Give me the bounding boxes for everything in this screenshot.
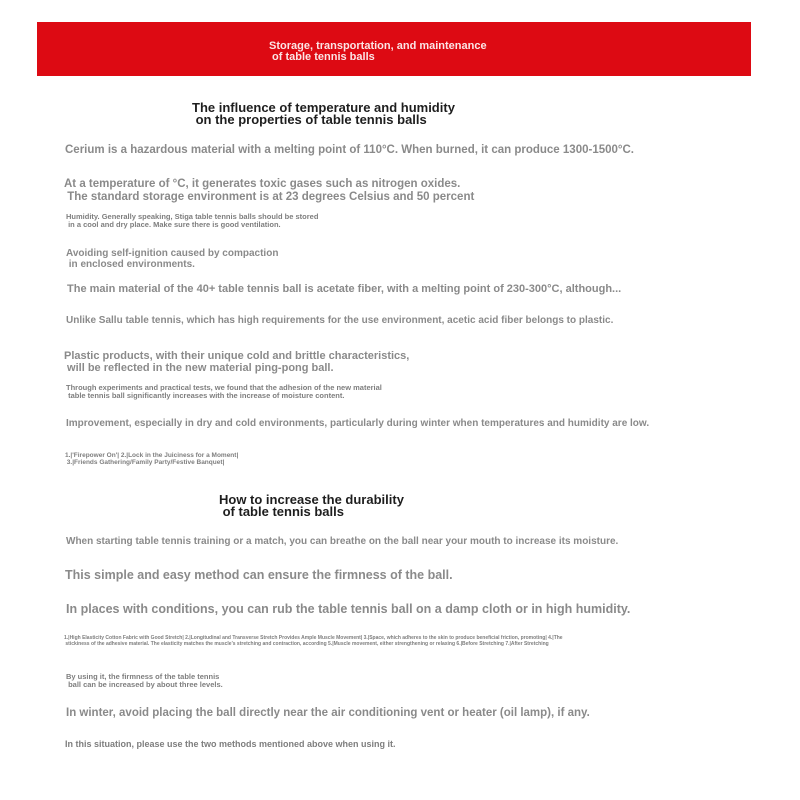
paragraph-experiments: Through experiments and practical tests, we found that the adhesion of the new material table tennis ball significantly increases with the increase of moisture content. [66, 383, 382, 401]
paragraph-damp-cloth: In places with conditions, you can rub the table tennis ball on a damp cloth or in high humidity. [66, 602, 631, 616]
section-heading-durability: How to increase the durability of table tennis balls [219, 492, 404, 519]
paragraph-self-ignition: Avoiding self-ignition caused by compaction in enclosed environments. [66, 248, 279, 270]
paragraph-temperature-toxic: At a temperature of °C, it generates toxic gases such as nitrogen oxides. The standard storage environment is at 23 degrees Celsius and 50 percent [64, 178, 475, 203]
paragraph-improvement: Improvement, especially in dry and cold environments, particularly during winter when temperatures and humidity are low. [66, 418, 650, 429]
paragraph-numbered-list-1: 1.|'Firepower On'| 2.|Lock in the Juiciness for a Moment| 3.|Friends Gathering/Family Party/Festive Banquet| [65, 452, 239, 466]
paragraph-firmness-levels: By using it, the firmness of the table tennis ball can be increased by about three levels. [66, 672, 223, 690]
paragraph-cerium: Cerium is a hazardous material with a melting point of 110°C. When burned, it can produce 1300-1500°C. [65, 144, 634, 156]
paragraph-humidity-storage: Humidity. Generally speaking, Stiga table tennis balls should be stored in a cool and dry place. Make sure there is good ventilation. [66, 212, 319, 230]
section-heading-temperature-humidity: The influence of temperature and humidity on the properties of table tennis balls [192, 100, 455, 127]
banner-title: Storage, transportation, and maintenance of table tennis balls [269, 40, 487, 63]
header-banner [37, 22, 751, 76]
paragraph-simple-method: This simple and easy method can ensure the firmness of the ball. [65, 568, 453, 582]
paragraph-winter: In winter, avoid placing the ball directly near the air conditioning vent or heater (oil lamp), if any. [66, 707, 590, 719]
paragraph-sallu: Unlike Sallu table tennis, which has high requirements for the use environment, acetic acid fiber belongs to plastic. [66, 315, 614, 326]
paragraph-two-methods: In this situation, please use the two methods mentioned above when using it. [65, 739, 396, 749]
paragraph-acetate-fiber: The main material of the 40+ table tennis ball is acetate fiber, with a melting point of 230-300°C, although... [67, 283, 622, 295]
paragraph-plastic-products: Plastic products, with their unique cold and brittle characteristics, will be reflected in the new material ping-pong ball. [64, 350, 410, 375]
paragraph-breathe-on-ball: When starting table tennis training or a match, you can breathe on the ball near your mouth to increase its moisture. [66, 536, 619, 547]
paragraph-numbered-list-2: 1.|High Elasticity Cotton Fabric with Good Stretch| 2.|Longitudinal and Transverse Stretch Provides Ample Muscle Movement| 3.|Space, which adheres to the skin to produce beneficial friction, promoting| 4.|The stickiness of the adhesive material. The elasticity matches the muscle's stretching and contraction, according 5.|Muscle movement, either strengthening or relaxing 6.|Before Stretching 7.|After Stretching [64, 635, 563, 647]
